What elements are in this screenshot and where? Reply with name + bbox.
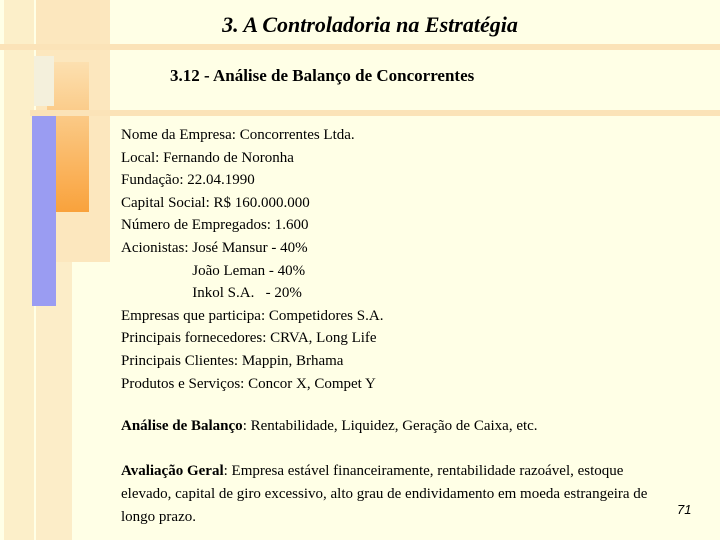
page-title: 3. A Controladoria na Estratégia [222,12,518,37]
deco-bar-pale-top [34,56,54,106]
company-info-list [121,124,383,395]
section-subtitle: 3.12 - Análise de Balanço de Concorrentes [170,66,475,85]
info-line: Local: Fernando de Noronha [121,149,294,166]
info-line: Principais fornecedores: CRVA, Long Life [121,330,377,347]
info-line: Fundação: 22.04.1990 [121,172,255,189]
analise-label: Análise de Balanço [121,418,243,434]
info-line: Principais Clientes: Mappin, Brhama [121,352,344,369]
page-number: 71 [677,502,692,517]
info-line: João Leman - 40% [121,262,306,279]
info-line: Número de Empregados: 1.600 [121,217,309,234]
analise-paragraph [121,415,651,438]
header-rule-top [0,44,720,50]
info-line: Capital Social: R$ 160.000.000 [121,194,310,211]
header-rule-bottom [30,110,720,116]
info-line: Inkol S.A. - 20% [121,285,302,302]
avaliacao-paragraph [121,460,651,529]
deco-bar-blue [32,112,56,306]
avaliacao-label: Avaliação Geral [121,463,224,479]
info-line: Nome da Empresa: Concorrentes Ltda. [121,127,355,143]
info-line: Produtos e Serviços: Concor X, Compet Y [121,375,376,392]
avaliacao-text: : Empresa estável financeiramente, rentabilidade razoável, estoque elevado, capital de giro excessivo, alto grau de endividamento em moeda estrangeira de longo prazo. [121,463,648,525]
info-line: Acionistas: José Mansur - 40% [121,239,308,256]
info-line: Empresas que participa: Competidores S.A. [121,307,384,324]
analise-text: : Rentabilidade, Liquidez, Geração de Caixa, etc. [242,418,538,434]
deco-bar-light-1 [4,0,34,540]
